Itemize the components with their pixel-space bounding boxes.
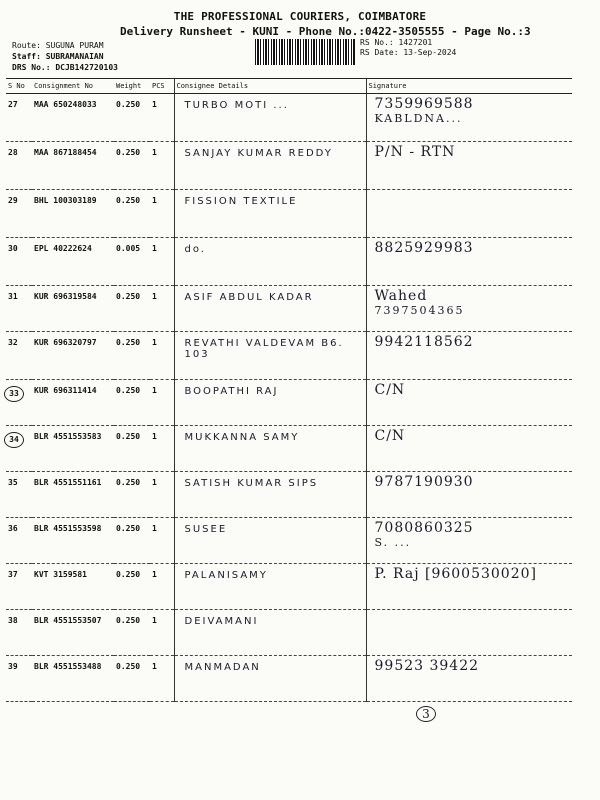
cell-weight: 0.250 <box>114 472 150 518</box>
cell-weight: 0.250 <box>114 190 150 238</box>
cell-cons: BLR 4551551161 <box>32 472 114 518</box>
cell-cons: KUR 696319584 <box>32 286 114 332</box>
cell-consignee: do. <box>174 238 366 286</box>
cell-consignee: SANJAY KUMAR REDDY <box>174 142 366 190</box>
col-sno: S No <box>6 79 32 94</box>
cell-sno: 38 <box>6 610 32 656</box>
cell-consignee: ASIF ABDUL KADAR <box>174 286 366 332</box>
cell-weight: 0.005 <box>114 238 150 286</box>
col-consignee: Consignee Details <box>174 79 366 94</box>
cell-weight: 0.250 <box>114 286 150 332</box>
signature-primary: 8825929983 <box>374 240 474 256</box>
cell-cons: BLR 4551553598 <box>32 518 114 564</box>
cell-pcs: 1 <box>150 286 174 332</box>
table-row <box>6 286 572 332</box>
runsheet-table <box>6 78 572 702</box>
cell-pcs: 1 <box>150 426 174 472</box>
cell-pcs: 1 <box>150 142 174 190</box>
cell-signature <box>366 286 572 332</box>
cell-signature <box>366 142 572 190</box>
drs-number: DRS No.: DCJB142720103 <box>12 63 118 72</box>
cell-consignee: MUKKANNA SAMY <box>174 426 366 472</box>
signature-primary: 9787190930 <box>374 474 474 490</box>
cell-pcs: 1 <box>150 94 174 142</box>
cell-pcs: 1 <box>150 656 174 702</box>
table-row <box>6 190 572 238</box>
signature-primary: Wahed <box>374 288 428 304</box>
signature-secondary: 7397504365 <box>374 304 465 317</box>
cell-signature <box>366 518 572 564</box>
cell-cons: MAA 867188454 <box>32 142 114 190</box>
cell-cons: KUR 696320797 <box>32 332 114 380</box>
cell-sno: 32 <box>6 332 32 380</box>
footer-circled-mark: 3 <box>420 706 436 722</box>
cell-signature <box>366 94 572 142</box>
table-row <box>6 472 572 518</box>
cell-weight: 0.250 <box>114 610 150 656</box>
cell-sno: 28 <box>6 142 32 190</box>
signature-primary: 99523 39422 <box>374 658 480 674</box>
table-header-row <box>6 79 572 94</box>
cell-weight: 0.250 <box>114 332 150 380</box>
table-row <box>6 656 572 702</box>
signature-primary: 7359969588 <box>374 96 474 112</box>
cell-weight: 0.250 <box>114 564 150 610</box>
cell-signature <box>366 238 572 286</box>
cell-pcs: 1 <box>150 564 174 610</box>
cell-signature <box>366 564 572 610</box>
cell-signature <box>366 332 572 380</box>
cell-sno: 36 <box>6 518 32 564</box>
signature-secondary: KABLDNA... <box>374 112 463 125</box>
cell-weight: 0.250 <box>114 142 150 190</box>
cell-pcs: 1 <box>150 472 174 518</box>
barcode-image <box>255 39 355 65</box>
cell-cons: KUR 696311414 <box>32 380 114 426</box>
col-pcs: PCS <box>150 79 174 94</box>
cell-signature <box>366 190 572 238</box>
cell-sno: 39 <box>6 656 32 702</box>
cell-cons: MAA 650248033 <box>32 94 114 142</box>
cell-consignee: SUSEE <box>174 518 366 564</box>
cell-consignee: SATISH KUMAR SIPS <box>174 472 366 518</box>
cell-weight: 0.250 <box>114 380 150 426</box>
signature-primary: 7080860325 <box>374 520 474 536</box>
cell-weight: 0.250 <box>114 518 150 564</box>
table-row <box>6 518 572 564</box>
cell-sno: 33 <box>6 380 32 426</box>
cell-pcs: 1 <box>150 380 174 426</box>
cell-sno: 29 <box>6 190 32 238</box>
col-signature: Signature <box>366 79 572 94</box>
cell-weight: 0.250 <box>114 94 150 142</box>
staff-label: Staff: SUBRAMANAIAN <box>12 52 104 61</box>
signature-primary: C/N <box>374 382 406 398</box>
signature-primary: 9942118562 <box>374 334 474 350</box>
cell-cons: BLR 4551553507 <box>32 610 114 656</box>
cell-signature <box>366 380 572 426</box>
table-row <box>6 426 572 472</box>
cell-weight: 0.250 <box>114 426 150 472</box>
cell-consignee: MANMADAN <box>174 656 366 702</box>
signature-primary: P/N - RTN <box>374 144 456 160</box>
cell-pcs: 1 <box>150 238 174 286</box>
cell-cons: BLR 4551553583 <box>32 426 114 472</box>
cell-cons: KVT 3159581 <box>32 564 114 610</box>
cell-signature <box>366 656 572 702</box>
table-row <box>6 380 572 426</box>
cell-pcs: 1 <box>150 518 174 564</box>
table-row <box>6 610 572 656</box>
cell-signature <box>366 610 572 656</box>
cell-sno: 35 <box>6 472 32 518</box>
cell-pcs: 1 <box>150 190 174 238</box>
cell-sno: 37 <box>6 564 32 610</box>
runsheet-subtitle: Delivery Runsheet - KUNI - Phone No.:0422-3505555 - Page No.:3 <box>120 25 531 38</box>
rs-number: RS No.: 1427201 <box>360 38 433 47</box>
cell-consignee: REVATHI VALDEVAM B6. 103 <box>174 332 366 380</box>
signature-primary: C/N <box>374 428 406 444</box>
cell-signature <box>366 426 572 472</box>
rs-date: RS Date: 13-Sep-2024 <box>360 48 457 57</box>
table-row <box>6 142 572 190</box>
cell-sno: 30 <box>6 238 32 286</box>
table-row <box>6 564 572 610</box>
cell-signature <box>366 472 572 518</box>
cell-cons: EPL 40222624 <box>32 238 114 286</box>
cell-cons: BLR 4551553488 <box>32 656 114 702</box>
cell-consignee: FISSION TEXTILE <box>174 190 366 238</box>
cell-sno: 27 <box>6 94 32 142</box>
signature-secondary: S. ... <box>374 536 412 549</box>
route-label: Route: SUGUNA PURAM <box>12 41 104 50</box>
col-consignment: Consignment No <box>32 79 114 94</box>
cell-weight: 0.250 <box>114 656 150 702</box>
table-row <box>6 238 572 286</box>
cell-pcs: 1 <box>150 610 174 656</box>
cell-pcs: 1 <box>150 332 174 380</box>
table-row <box>6 94 572 142</box>
cell-consignee: BOOPATHI RAJ <box>174 380 366 426</box>
cell-cons: BHL 100303189 <box>32 190 114 238</box>
signature-primary: P. Raj [9600530020] <box>374 566 537 582</box>
cell-consignee: TURBO MOTI ... <box>174 94 366 142</box>
cell-consignee: DEIVAMANI <box>174 610 366 656</box>
cell-consignee: PALANISAMY <box>174 564 366 610</box>
table-row <box>6 332 572 380</box>
cell-sno: 31 <box>6 286 32 332</box>
cell-sno: 34 <box>6 426 32 472</box>
company-title: THE PROFESSIONAL COURIERS, COIMBATORE <box>173 10 427 23</box>
col-weight: Weight <box>114 79 150 94</box>
